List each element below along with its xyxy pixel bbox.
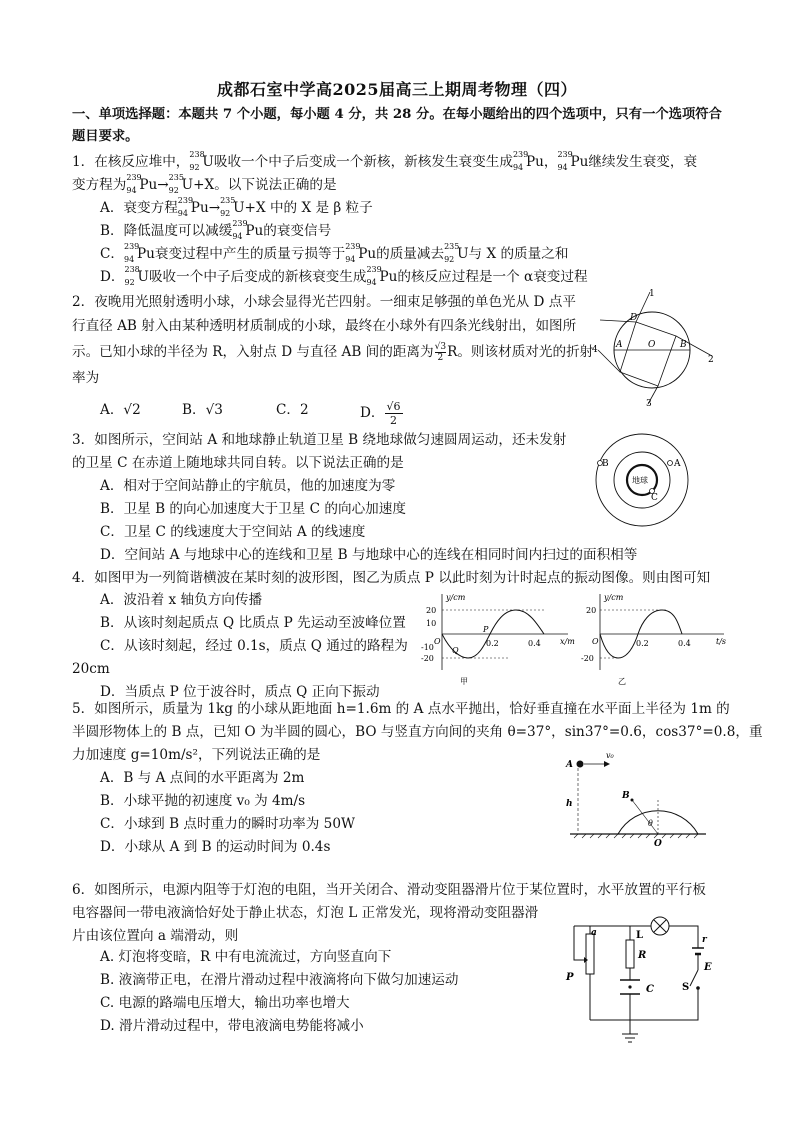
q4-option-c: C．从该时刻起，经过 0.1s，质点 Q 通过的路程为 [100,638,408,654]
satellite-b-label: B [602,459,609,469]
y-axis-label: y/cm [446,593,466,602]
v0-label: v₀ [606,751,614,760]
q4-line1: 4．如图甲为一列简谐横波在某时刻的波形图，图乙为质点 P 以此时刻为计时起点的振动图像。则由图可知 [72,570,711,586]
point-a-label: A [616,340,623,350]
origin-label: O [592,637,599,646]
point-a-label: A [566,760,573,770]
point-o-label: O [648,340,656,350]
q5-option-a: A．B 与 A 点间的水平距离为 2m [100,770,305,786]
point-p-label: P [483,625,489,634]
point-q-label: Q [452,646,459,655]
station-a-label: A [674,459,681,469]
emf-e-label: E [704,962,712,973]
y-tick: 20 [586,606,597,615]
q6-line1: 6．如图所示，电源内阻等于灯泡的电阻，当开关闭合、滑动变阻器滑片位于某位置时，水平放置的平行板 [72,882,706,898]
y-axis-label: y/cm [604,593,624,602]
q5-option-c: C．小球到 B 点时重力的瞬时功率为 50W [100,816,355,832]
q1-option-a: A．衰变方程 239 94 Pu→ 235 92 U+X 中的 X 是 β 粒子 [100,196,373,218]
q2-line1: 2．夜晚用光照射透明小球，小球会显得光芒四射。一细束足够强的单色光从 D 点平 [72,294,576,310]
isotope-pu239: 239 94 [512,150,529,172]
q3-option-b: B．卫星 B 的向心加速度大于卫星 C 的向心加速度 [100,501,406,517]
ray-3-label: 3 [646,399,652,409]
earth-label: 地球 [632,476,648,485]
ray-4-label: 4 [592,345,598,355]
q5-line3: 力加速度 g=10m/s²，下列说法正确的是 [72,747,321,763]
point-o-label: O [654,839,662,849]
x-tick: 0.4 [528,639,541,648]
resistor-r-label: R [638,950,647,961]
terminal-a-label: a [591,928,597,938]
section-heading: 一、单项选择题：本题共 7 个小题，每小题 4 分，共 28 分。在每小题给出的四个选项中，只有一个选项符合题目要求。 [72,107,722,144]
satellite-c-label: C [651,493,658,503]
isotope-u238: 238 92 [189,150,205,172]
lamp-l-label: L [636,930,644,941]
q3-option-a: A．相对于空间站静止的宇航员，他的加速度为零 [100,478,396,494]
q5-option-d: D．小球从 A 到 B 的运动时间为 0.4s [100,839,331,855]
graph-caption: 乙 [618,677,626,686]
ray-2-label: 2 [708,355,714,365]
q2-line3: 示。已知小球的半径为 R，入射点 D 与直径 AB 间的距离为 $\frac{√3}{2}$ R。则该材质对光的折射 [72,342,594,363]
q6-option-a: A. 灯泡将变暗，R 中有电流流过，方向竖直向下 [100,949,392,965]
q1-line1: 1．在核反应堆中， 238 92 U吸收一个中子后变成一个新核，新核发生衰变生成 239 94 Pu， 239 94 Pu继续发生衰变，衰 [72,150,698,172]
q5-line2: 半圆形物体上的 B 点，已知 O 为半圆的圆心，BO 与竖直方向间的夹角 θ=37°，sin37°=0.6，cos37°=0.8，重 [72,724,763,740]
capacitor-c-label: C [646,984,654,995]
q6-option-d: D. 滑片滑动过程中，带电液滴电势能将减小 [100,1018,364,1034]
q5-line1: 5．如图所示，质量为 1kg 的小球从距地面 h=1.6m 的 A 点水平抛出，恰好垂直撞在水平面上半径为 1m 的 [72,701,730,717]
q2-option-d: D． $\frac{√6}{2}$ [360,400,401,427]
isotope-pu239: 239 94 [557,150,573,172]
x-axis-label: x/m [560,637,575,646]
x-tick: 0.2 [486,639,499,648]
q4-option-b: B．从该时刻起质点 Q 比质点 P 先运动至波峰位置 [100,615,406,631]
q2-line4: 率为 [72,370,100,386]
internal-r-label: r [702,935,707,945]
q3-line1: 3．如图所示，空间站 A 和地球静止轨道卫星 B 绕地球做匀速圆周运动，还未发射 [72,432,567,448]
origin-label: O [434,637,441,646]
y-tick: -10 [421,643,434,652]
q3-line2: 的卫星 C 在赤道上随地球共同自转。以下说法正确的是 [72,455,404,471]
y-tick: 20 [426,606,437,615]
q2-option-b: B．√3 [182,402,223,418]
graph-caption: 甲 [460,677,468,686]
page-title: 成都石室中学高2025届高三上期周考物理（四） [216,80,578,99]
t-tick: 0.2 [636,639,649,648]
q3-option-d: D．空间站 A 与地球中心的连线和卫星 B 与地球中心的连线在相同时间内扫过的面积相等 [100,547,638,563]
switch-s-label: S [682,982,690,993]
q1-option-d: D． 238 92 U吸收一个中子后变成的新核衰变生成 239 94 Pu的核反应过程是一个 α衰变过程 [100,265,588,287]
q6-line2: 电容器间一带电液滴恰好处于静止状态，灯泡 L 正常发光，现将滑动变阻器滑 [72,905,539,921]
t-tick: 0.4 [678,639,691,648]
point-b-label: B [622,791,630,801]
y-tick: 10 [426,619,437,628]
q5-option-b: B．小球平抛的初速度 v₀ 为 4m/s [100,793,306,809]
isotope-u235: 235 92 [168,173,184,195]
point-d-label: D [630,313,638,323]
q5-projectile-figure [560,748,710,850]
q6-line3: 片由该位置向 a 端滑动，则 [72,928,239,944]
q6-option-c: C. 电源的路端电压增大，输出功率也增大 [100,995,350,1011]
q1-option-c: C． 239 94 Pu衰变过程中产生的质量亏损等于 239 94 Pu的质量减去 235 92 U与 X 的质量之和 [100,242,569,264]
q3-option-c: C．卫星 C 的线速度大于空间站 A 的线速度 [100,524,366,540]
height-label: h [566,799,573,809]
q2-line2: 行直径 AB 射入由某种透明材质制成的小球，最终在小球外有四条光线射出，如图所 [72,318,577,334]
q1-line2: 变方程为 239 94 Pu→ 235 92 U+X。以下说法正确的是 [72,173,337,195]
theta-label: θ [648,819,653,828]
isotope-pu239: 239 94 [126,173,142,195]
q2-sphere-figure [590,288,720,408]
q4-vibration-graph [578,590,728,686]
ray-1-label: 1 [649,289,655,299]
point-b-label: B [680,340,687,350]
q4-wave-graph [420,590,575,686]
q4-option-c-cont: 20cm [72,661,110,677]
q2-option-a: A．√2 [100,402,141,418]
slider-p-label: P [566,972,574,983]
q1-option-b: B．降低温度可以减缓 239 94 Pu的衰变信号 [100,219,332,241]
q4-option-d: D．当质点 P 位于波谷时，质点 Q 正向下振动 [100,684,380,700]
q2-option-c: C．2 [276,402,309,418]
q3-orbit-figure [588,428,698,532]
q6-circuit-figure [560,910,722,1050]
q6-option-b: B. 液滴带正电，在滑片滑动过程中液滴将向下做匀加速运动 [100,972,459,988]
y-tick: -20 [421,654,434,663]
q4-option-a: A．波沿着 x 轴负方向传播 [100,592,263,608]
t-axis-label: t/s [716,637,727,646]
y-tick: -20 [581,654,594,663]
